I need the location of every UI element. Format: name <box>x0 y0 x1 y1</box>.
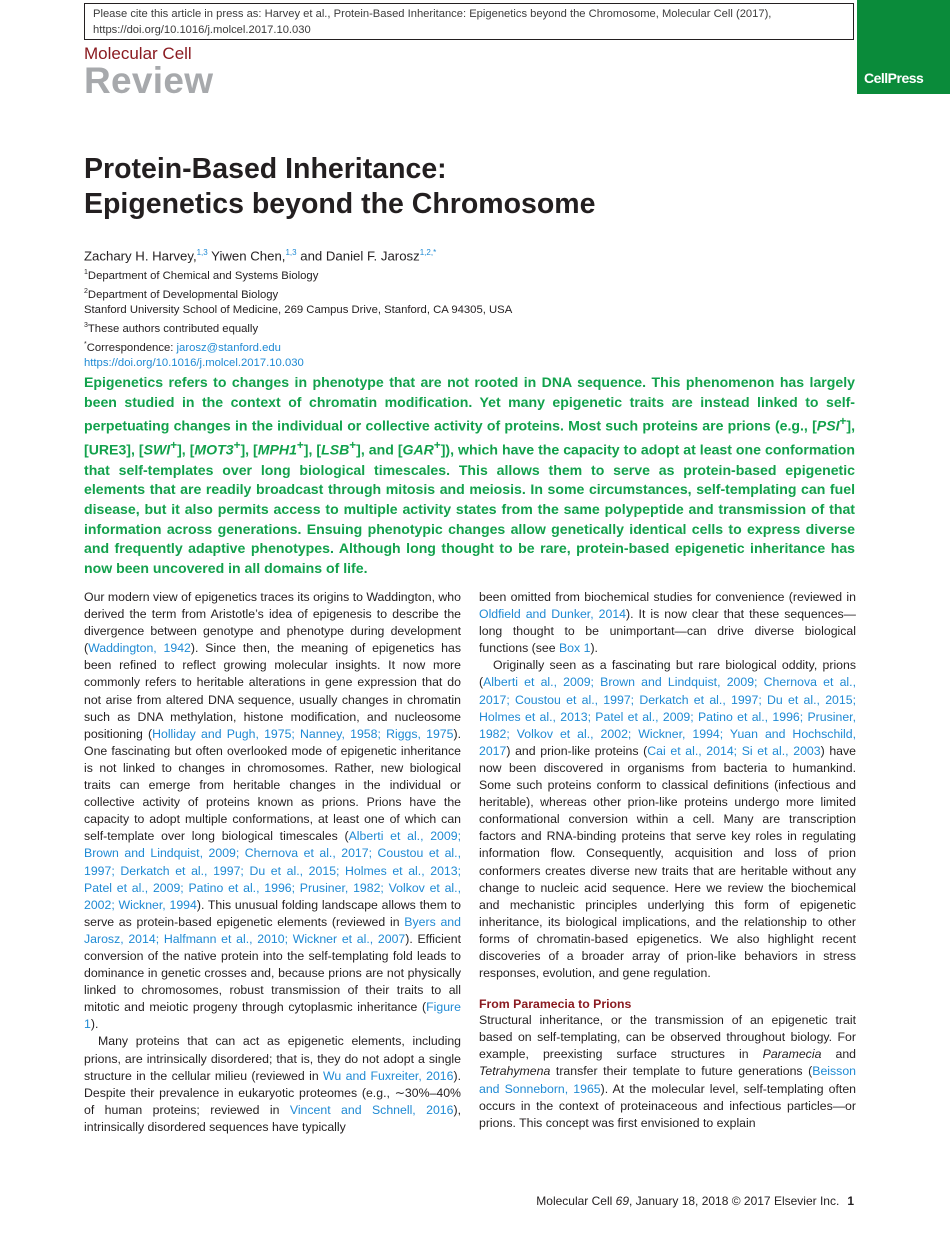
affiliation-line <box>84 303 512 318</box>
citation-link[interactable]: Beisson and Sonneborn, 1965 <box>479 1064 856 1096</box>
body-text: ), intrinsically disordered sequences have typically <box>84 1102 461 1134</box>
affiliation-line <box>84 265 512 284</box>
abstract-text: Epigenetics refers to changes in phenotype that are not rooted in DNA sequence. This phenomenon has largely been studied in the context of chromatin modification. Yet many epigenetic traits are instead linked to self-perpetuating changes in the individual or collective activity of proteins. Most such proteins are prions (e.g., [ <box>84 374 855 434</box>
abstract-text: ], [ <box>240 442 258 459</box>
prion-name: MPH1 <box>257 442 297 459</box>
footer-volume: 69 <box>615 1194 629 1208</box>
prion-name: LSB <box>321 442 350 459</box>
title-line-2: Epigenetics beyond the Chromosome <box>84 188 596 220</box>
prion-name: GAR <box>402 442 434 459</box>
body-text: and <box>821 1047 856 1062</box>
body-text: ). Despite their prevalence in eukaryotic proteomes (e.g., ∼30%–40% of human proteins; reviewed in <box>84 1068 461 1117</box>
citation-link[interactable]: Vincent and Schnell, 2016 <box>289 1102 454 1117</box>
prion-name: MOT3 <box>194 442 234 459</box>
abstract-text: ], [ <box>177 442 195 459</box>
plus-superscript: + <box>433 439 441 453</box>
body-column-left <box>84 589 461 1136</box>
body-text: been omitted from biochemical studies for convenience (reviewed in <box>479 590 856 604</box>
author-affiliation-marker[interactable]: 1,3 <box>285 248 297 257</box>
cellpress-logo <box>857 0 950 94</box>
plus-superscript: + <box>349 439 357 453</box>
abstract-text: ], [ <box>303 442 322 459</box>
footer-journal: Molecular Cell <box>536 1194 616 1208</box>
body-paragraph <box>84 589 461 1033</box>
abstract <box>84 373 855 578</box>
body-text: ). This unusual folding landscape allows them to serve as protein-based epigenetic elements (reviewed in <box>84 897 461 929</box>
body-text: Structural inheritance, or the transmission of an epigenetic trait based on self-templating, can be observed throughout biology. For example, preexisting surface structures in <box>479 1013 856 1062</box>
correspondence-label: Correspondence: <box>86 341 177 354</box>
citation-link[interactable]: Holliday and Pugh, 1975; Nanney, 1958; Riggs, 1975 <box>152 726 454 741</box>
abstract-text: ], [URE3], [ <box>84 417 855 459</box>
journal-name: Molecular Cell <box>84 44 192 63</box>
author-name: and Daniel F. Jarosz <box>296 248 420 264</box>
title-line-1: Protein-Based Inheritance: <box>84 153 447 185</box>
author-list <box>84 248 436 263</box>
correspondence-email-link[interactable]: jarosz@stanford.edu <box>176 341 281 354</box>
affiliation-marker: 3 <box>84 322 88 330</box>
figure-link[interactable]: Figure 1 <box>84 1000 461 1032</box>
section-heading: From Paramecia to Prions <box>479 997 632 1012</box>
body-text: Originally seen as a fascinating but rare biological oddity, prions ( <box>479 658 856 690</box>
citation-box <box>84 3 854 40</box>
citation-link[interactable]: Wu and Fuxreiter, 2016 <box>323 1068 454 1083</box>
affiliation-text: Stanford University School of Medicine, 269 Campus Drive, Stanford, CA 94305, USA <box>84 303 513 316</box>
affiliations <box>84 265 512 371</box>
citation-link[interactable]: Byers and Jarosz, 2014; Halfmann et al., 2010; Wickner et al., 2007 <box>84 914 461 946</box>
abstract-text: ], and [ <box>356 442 403 459</box>
citation-link[interactable]: Waddington, 1942 <box>88 641 191 656</box>
body-text: transfer their template to future generations ( <box>550 1064 813 1079</box>
page-number: 1 <box>847 1194 854 1208</box>
affiliation-text: Department of Developmental Biology <box>87 288 279 301</box>
body-column-right <box>479 589 856 1132</box>
author-affiliation-marker[interactable]: 1,3 <box>196 248 208 257</box>
citation-link[interactable]: Alberti et al., 2009; Brown and Lindquist, 2009; Chernova et al., 2017; Coustou et al., 1997; Derkatch et al., 1997; Du et al., 2015; Holmes et al., 2013; Patel et al., 2009; Patino et al., 1996; Prusiner, 1982; Volkov et al., 2002; Wickner, 1994 <box>84 829 461 912</box>
citation-link[interactable]: Alberti et al., 2009; Brown and Lindquist, 2009; Chernova et al., 2017; Coustou et al., 1997; Derkatch et al., 1997; Du et al., 2015; Holmes et al., 2013; Patel et al., 2009; Patino et al., 1996; Prusiner, 1982; Volkov et al., 2002; Wickner, 1994; Yuan and Hochschild, 2017 <box>479 675 856 758</box>
cellpress-logo-text: CellPress <box>864 70 924 86</box>
organism-name: Paramecia <box>762 1047 822 1062</box>
body-text: ). <box>590 641 598 656</box>
doi-line <box>84 356 512 371</box>
body-paragraph <box>479 589 856 657</box>
author-name: Yiwen Chen, <box>207 248 286 264</box>
box-link[interactable]: Box 1 <box>558 641 591 656</box>
page-footer <box>536 1194 854 1208</box>
author-name: Zachary H. Harvey, <box>84 248 197 264</box>
affiliation-line <box>84 318 512 337</box>
body-text: ) and prion-like proteins ( <box>506 743 648 758</box>
abstract-text: ]), which have the capacity to adopt at least one conformation that self-templates over long biological timescales. This allows them to serve as protein-based epigenetic elements that are readily broadcast through mitosis and meiosis. In some circumstances, self-templating can fuel disease, but it also permits access to multiple activity states from the same polypeptide and transmission of that information across generations. Ensuing phenotypic changes allow genetically identical cells to express diverse and frequently adaptive phenotypes. Although long thought to be rare, protein-based epigenetic inheritance has now been uncovered in all domains of life. <box>84 442 856 576</box>
footer-date: , January 18, 2018 © 2017 Elsevier Inc. <box>629 1194 840 1208</box>
affiliation-marker: 2 <box>84 287 88 295</box>
body-text: ). Efficient conversion of the native protein into the self-templating fold leads to dominance in genetic crosses and, because prions are not physically linked to chromosomes, robust transmission of their traits to all mitotic and meiotic progeny through cytoplasmic inheritance ( <box>84 931 462 1015</box>
plus-superscript: + <box>233 439 241 453</box>
correspondence-marker: * <box>84 341 87 349</box>
prion-name: SWI <box>143 442 171 459</box>
body-text: Many proteins that can act as epigenetic elements, including prions, are intrinsically disordered; that is, they do not adopt a single structure in the cellular milieu (reviewed in <box>84 1034 461 1083</box>
body-text: ). It is now clear that these sequences—long thought to be unimportant—can drive diverse biological functions (see <box>479 607 856 656</box>
article-title <box>84 152 596 222</box>
prion-name: PSI <box>816 417 840 434</box>
body-text: ). At the molecular level, self-templating often occurs in the context of proteinaceous and infectious particles—or prions. This concept was first envisioned to explain <box>479 1081 856 1130</box>
correspondence-line <box>84 337 512 356</box>
author-affiliation-marker[interactable]: 1,2,* <box>419 248 437 257</box>
plus-superscript: + <box>170 439 178 453</box>
plus-superscript: + <box>839 415 847 429</box>
body-text: ). One fascinating but often overlooked mode of epigenetic inheritance is not linked to changes in chromosomes. Rather, new biological traits can emerge from heritable changes in the individual or collective activity of proteins known as prions. Prions have the capacity to adopt multiple conformations, at least one of which can self-template over long biological timescales ( <box>84 726 462 844</box>
body-paragraph <box>84 1033 461 1136</box>
body-text: Our modern view of epigenetics traces its origins to Waddington, who derived the term from Aristotle’s idea of epigenesis to describe the divergence between genotype and phenotype during development ( <box>84 590 461 656</box>
affiliation-line <box>84 284 512 303</box>
citation-text: Please cite this article in press as: Harvey et al., Protein-Based Inheritance: Epigenetics beyond the Chromosome, Molecular Cell (2017), https://doi.org/10.1016/j.molcel.2017.10.030 <box>93 8 772 36</box>
doi-link[interactable]: https://doi.org/10.1016/j.molcel.2017.10.030 <box>84 357 304 370</box>
body-paragraph <box>479 1012 856 1132</box>
body-text: ). <box>90 1017 99 1032</box>
citation-link[interactable]: Cai et al., 2014; Si et al., 2003 <box>647 743 821 758</box>
affiliation-text: These authors contributed equally <box>87 322 259 335</box>
article-type: Review <box>84 60 214 101</box>
body-text: ) have now been discovered in organisms from bacteria to humankind. Some such proteins conform to classical definitions (infectious and heritable), whereas other prion-like proteins undergo more limited conformational conversion within a cell. Many are transcription factors and RNA-binding proteins that serve key roles in regulating information flow. Consequently, acquisition and loss of prion conformers creates diverse new traits that are heritable without any change to nucleic acid sequence. Here we review the biochemical and mechanistic principles underlying this form of epigenetic inheritance, its biological implications, and the relationship to other forms of chromatin-based epigenetics. We also highlight recent discoveries of a broader array of prion-like behaviors in stress responses, evolution, and gene regulation. <box>479 743 856 981</box>
affiliation-marker: 1 <box>84 269 88 276</box>
organism-name: Tetrahymena <box>479 1064 551 1079</box>
citation-link[interactable]: Oldfield and Dunker, 2014 <box>479 607 627 622</box>
body-paragraph <box>479 657 856 982</box>
plus-superscript: + <box>296 439 304 453</box>
body-text: ). Since then, the meaning of epigenetics has been refined to reflect growing molecular insights. It now more commonly refers to heritable alterations in gene expression that do not arise from altered DNA sequence, usually changes in chromatin such as DNA methylation, histone modification, and nucleosome positioning ( <box>84 641 461 741</box>
affiliation-text: Department of Chemical and Systems Biology <box>87 269 319 282</box>
